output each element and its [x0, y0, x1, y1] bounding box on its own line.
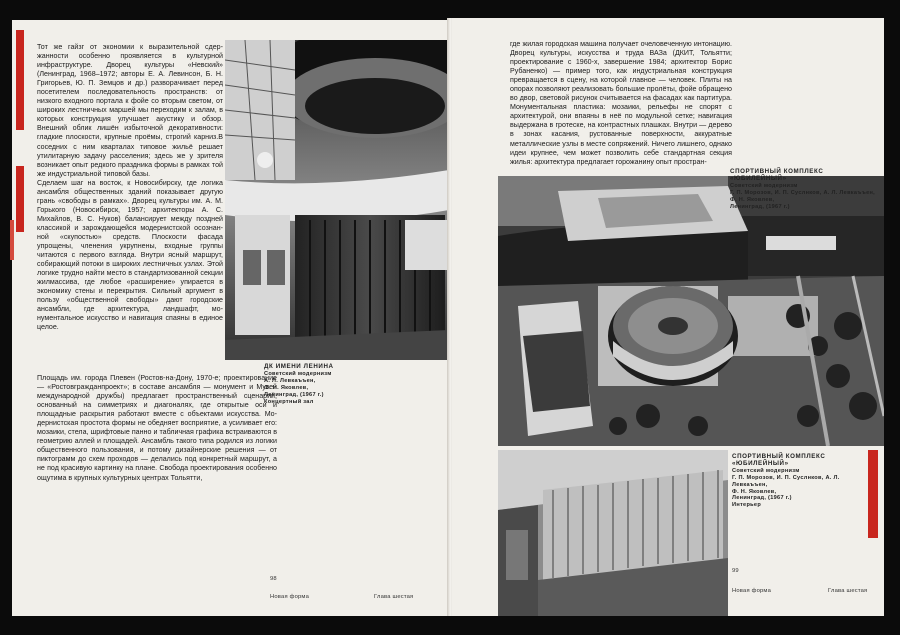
interior-caption-line: Советский модернизм [732, 467, 800, 474]
concert-hall-image [225, 40, 449, 360]
left-footer-left: Новая форма [270, 594, 310, 600]
stadium-interior-image [498, 450, 728, 616]
stadium-interior-photo [498, 450, 728, 616]
left-caption-line: А. Л. Левкаъъен, [264, 377, 316, 384]
right-page-number: 99 [732, 568, 739, 574]
stadium-aerial-photo [498, 176, 884, 446]
right-body-text [510, 40, 732, 167]
aerial-caption-line: Ф. Н. Яковлев, [730, 196, 775, 203]
interior-caption-line: Ф. Н. Яковлев, [732, 488, 777, 495]
left-paragraph-1: Тот же гайзг от экономии к выразительной сдержанности особенно проявляется в культурной инфраструктуре. Дворец культуры «Невский» (Ленинград, 1968–1972; авторы Е. А. Левинсон, Б. Н. Григорьев, Ю. П. Земцов и др.) разворачивает перед посетителем последовательность пространств: от низкого входного портала к фойе со вторым светом, от широких лестничных маршей мы переходим к залам, в которых конструкция улучшает акустику и обзор. Внешний облик лишён избыточной декоративности: гладкие плоскости, крупные проёмы, строгий карниз.В соседних с ним кварталах типовое жильё решает утилитарную задачу расселения; здесь же у зрителя возникает опыт редкого праздника формы в рамках той же индустриальной типовой базы. [37, 43, 223, 178]
left-caption-line: Ленинград, (1967 г.) [264, 391, 324, 398]
right-red-bookmark [868, 450, 878, 538]
left-page-number: 98 [270, 576, 277, 582]
left-footer-right: Глава шестая [374, 594, 414, 600]
aerial-caption-title: СПОРТИВНЫЙ КОМПЛЕКС «ЮБИЛЕЙНЫЙ» [730, 168, 824, 182]
left-page [12, 20, 449, 616]
left-caption-line: Советский модернизм [264, 370, 332, 377]
aerial-caption-line: Ленинград, (1967 г.) [730, 203, 790, 210]
left-paragraph-3: Площадь им. города Плевен (Ростов-на-Дону, 1970-е; проектирование — «Ростовгражданпроект»; в составе ансамбля — монумент и Музей международной дружбы) предлагает пространственный сценарий, основанный на симметриях и диагоналях, где открытые оси и площадные раскрытия работают вместе с объектами искусства. Модернистская простота формы не обедняет восприятие, а усиливает его: мозаики, стела, шрифтовые панно и табличная графика встраиваются в геометрию аллей и площадей. Ансамбль такого типа родился из логики общественного пользования, и потому дизайнерские решения — от пиктограмм до схем проходов — делались под конкретный маршрут, а не под красивую картинку на плане. Свобода проектирования особенно ощутима в крупных культурных центрах Тольятти, [37, 374, 277, 482]
stadium-aerial-image [498, 176, 884, 446]
interior-caption-line: Г. П. Морозов, И. П. Суслнков, А. Л. Левкаъъен, [732, 474, 840, 488]
aerial-caption-line: Советский модернизм [730, 182, 798, 189]
concert-hall-photo [225, 40, 449, 360]
left-red-bookmark-top [16, 30, 24, 130]
left-red-bookmark-side [10, 220, 14, 260]
right-footer-left: Новая форма [732, 588, 772, 594]
interior-caption-title: СПОРТИВНЫЙ КОМПЛЕКС «ЮБИЛЕЙНЫЙ» [732, 453, 826, 467]
right-paragraph: где жилая городская машина получает очеловеченную интонацию. Дворец культуры, искусства и труда ВАЗа (ДКИТ, Тольятти; проектирование с 1960-х, завершение 1984; архитектор Борис Рубаненко) — пример того, как индустриальная конструкция превращается в сцену, на которой главное — человек. Плиты на опорах позволяют реализовать большие пролёты, фойе обращено во двор, световой рисунок считывается на фасадах как партитура. Монументальная пластика: мозаики, рельефы не спорят с архитектурой, они впаяны в неё по модульной сетке; навигация выдержана в гротеске, на контрастных плашках. Внутри — дерево в зонах касания, рустованные поверхности, аккуратные металлические узлы в месте сопряжений. Ничего лишнего, однако идеи крупнее, чем может позволить себе стандартная секция жилья: архитектура предлагает горожанину опыт простран- [510, 40, 732, 166]
left-red-bookmark-bottom [16, 166, 24, 232]
right-caption-interior [732, 454, 862, 509]
aerial-caption-line: Г. П. Морозов, И. П. Суслнков, А. Л. Левкаъъен, [730, 189, 876, 196]
interior-caption-line: Интерьер [732, 502, 762, 509]
interior-caption-line: Ленинград, (1967 г.) [732, 495, 792, 502]
left-body-text-upper [37, 43, 223, 333]
left-caption-line: Ф. Н. Яковлев, [264, 384, 309, 391]
right-page [452, 18, 884, 616]
left-paragraph-2: Сделаем шаг на восток, к Новосибирску, где логика ансамбля общественных зданий показывает другую грань «свободы в рамках». Дворец культуры им. А. М. Горького (Новосибирск, 1957; архитекторы А. С. Михайлов, В. С. Нуков) балансирует между поздней классикой и зарождающейся модернистской осознанной «скупостью» средств. Плоскости фасада упрощены, членения укрупнены, входные группы читаются с первого взгляда. Внутри ясный маршрут, собирающий потоки в широких лестничных узлах. Этой логике трудно найти место в стандартизованной секции жилмассива, где любое «расширение» упирается в экономику стены и перекрытия. Сильный аргумент в пользу «общественной свободы» дают городские ансамбли, где архитектура, ландшафт, монументальное искусство и навигация спаяны в единое целое. [37, 178, 223, 332]
right-caption-aerial [730, 169, 880, 210]
left-caption-line: Концертный зал [264, 398, 314, 405]
right-footer-right: Глава шестая [828, 588, 868, 594]
left-caption-title: ДК ИМЕНИ ЛЕНИНА [264, 363, 334, 370]
left-photo-caption [264, 364, 384, 405]
left-body-text-lower [37, 374, 277, 483]
